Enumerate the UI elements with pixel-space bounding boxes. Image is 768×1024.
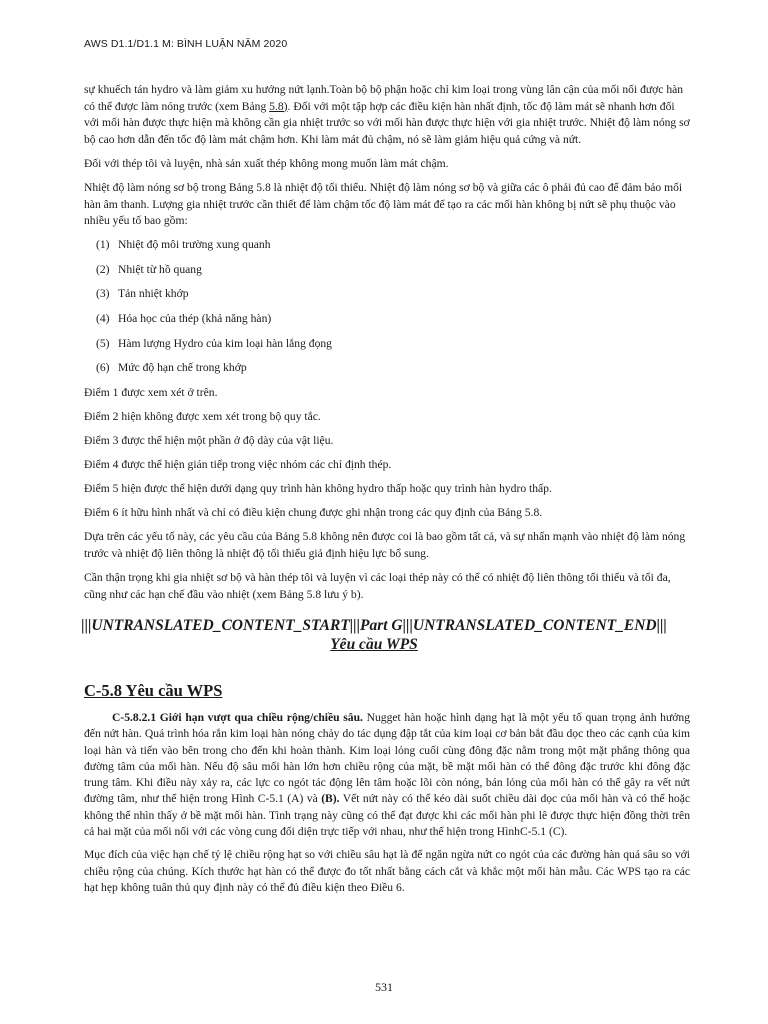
paragraph-quenched-steel: Đối với thép tôi và luyện, nhà sản xuất thép không mong muốn làm mát chậm. <box>84 156 449 170</box>
paragraph-based-on-factors: Dựa trên các yếu tố này, các yêu cầu của Bảng 5.8 không nên được coi là bao gồm tất cả, và sự nhấn mạnh vào nhiệt độ làm nóng trước và nhiệt độ liên thông là nhiệt độ tối thiểu giả định hiệu lực bổ sung. <box>84 530 686 560</box>
section-wps-requirements <box>84 680 690 903</box>
point-note: Điểm 1 được xem xét ở trên. <box>84 385 218 399</box>
list-item: (5) Hàm lượng Hydro của kim loại hàn lắng đọng <box>96 336 332 350</box>
list-item: (4) Hóa học của thép (khả năng hàn) <box>96 312 272 326</box>
part-heading: |||UNTRANSLATED_CONTENT_START|||Part G|||UNTRANSLATED_CONTENT_END||| Yêu cầu WPS <box>14 616 734 654</box>
factors-list <box>84 237 690 377</box>
list-item: (2) Nhiệt từ hồ quang <box>96 262 202 276</box>
list-item: (1) Nhiệt độ môi trường xung quanh <box>96 238 271 252</box>
point-note: Điểm 2 hiện không được xem xét trong bộ quy tắc. <box>84 409 321 423</box>
part-subheading: Yêu cầu WPS <box>330 636 418 653</box>
point-note: Điểm 5 hiện được thể hiện dưới dạng quy trình hàn không hydro thấp hoặc quy trình hàn hydro thấp. <box>84 482 552 496</box>
point-note: Điểm 3 được thể hiện một phần ở độ dày của vật liệu. <box>84 434 334 447</box>
point-note: Điểm 4 được thể hiện gián tiếp trong việc nhóm các chỉ định thép. <box>84 458 392 472</box>
paragraph-width-depth-limit: C-5.8.2.1 Giới hạn vượt qua chiều rộng/chiều sâu. Nugget hàn hoặc hình dạng hạt là một yếu tố quan trọng ảnh hưởng đến nứt hàn. Quá trình hóa rắn kim loại hàn nóng chảy do tác dụng đập tắt của kim loại cơ bản bắt đầu dọc theo các cạnh của kim loại hàn và tiến vào bên trong cho đến khi hoàn thành. Kim loại lỏng cuối cùng đông đặc nằm trong một mặt phẳng thông qua đường tâm của mối hàn. Nếu độ sâu mối hàn lớn hơn chiều rộng của mặt, bề mặt mối hàn có thể đông đặc trước khi đông đặc trung tâm. Khi điều này xảy ra, các lực co ngót tác động lên tâm hoặc lõi còn nóng, bán lỏng của mối hàn có thể gây ra vết nứt đường tâm, như thể hiện trong Hình C-5.1 (A) và (B). Vết nứt này có thể kéo dài suốt chiều dài dọc của mối hàn và có thể hoặc không thể nhìn thấy ở bề mặt mối hàn. Tình trạng này cũng có thể đạt được khi các mối hàn phi lê được thực hiện đồng thời trên cả hai mặt của mối nối với các vòng cung đối diện trực tiếp với nhau, như thể hiện trong HìnhC-5.1 (C). <box>84 711 691 839</box>
paragraph-caution: Cần thận trọng khi gia nhiệt sơ bộ và hàn thép tôi và luyện vì các loại thép này có thể có nhiệt độ liên thông tối thiểu và tối đa, cũng như các hạn chế đầu vào nhiệt (xem Bảng 5.8 lưu ý b). <box>84 571 671 601</box>
paragraph-purpose: Mục đích của việc hạn chế tỷ lệ chiều rộng hạt so với chiều sâu hạt là để ngăn ngừa nứt co ngót của các đường hàn quá sâu so với chiều rộng của chúng. Kích thước hạt hàn có thể được đo tốt nhất bằng cách cắt và khắc một mối hàn mẫu. Các WPS tạo ra các hạt hẹp không tuân thủ quy định này có thể đủ điều kiện theo Điều 6. <box>84 848 690 894</box>
table-reference-link[interactable]: 5.8) <box>269 99 288 113</box>
section-heading: C-5.8 Yêu cầu WPS <box>84 681 223 700</box>
point-note: Điểm 6 ít hữu hình nhất và chỉ có điều kiện chung được ghi nhận trong các quy định của Bảng 5.8. <box>84 506 543 520</box>
running-header: AWS D1.1/D1.1 M: BÌNH LUẬN NĂM 2020 <box>84 38 288 50</box>
paragraph-hydrogen-diffusion: sự khuếch tán hydro và làm giảm xu hướng nứt lạnh.Toàn bộ bộ phận hoặc chỉ kim loại trong vùng lân cận của mối nối được hàn có thể được làm nóng trước (xem Bảng 5.8). Đối với một tập hợp các điều kiện hàn nhất định, tốc độ làm mát sẽ nhanh hơn đối với mối hàn được thực hiện mà không cần gia nhiệt trước so với mối hàn được thực hiện với gia nhiệt trước. Nhiệt độ làm nóng sơ bộ cao hơn dẫn đến tốc độ làm mát chậm hơn. Khi làm mát đủ chậm, nó sẽ làm giảm hiệu quả cứng và nứt. <box>84 83 690 146</box>
page-number: 531 <box>375 980 393 994</box>
paragraph-preheat-minimum: Nhiệt độ làm nóng sơ bộ trong Bảng 5.8 là nhiệt độ tối thiểu. Nhiệt độ làm nóng sơ bộ và giữa các ô phải đủ cao để đảm bảo mối hàn âm thanh. Lượng gia nhiệt trước cần thiết để làm chậm tốc độ làm mát để tạo ra các mối hàn không bị nứt sẽ phụ thuộc vào nhiều yếu tố bao gồm: <box>84 180 683 228</box>
list-item: (3) Tản nhiệt khớp <box>96 287 189 301</box>
list-item: (6) Mức độ hạn chế trong khớp <box>96 361 247 375</box>
body-text <box>84 82 690 611</box>
